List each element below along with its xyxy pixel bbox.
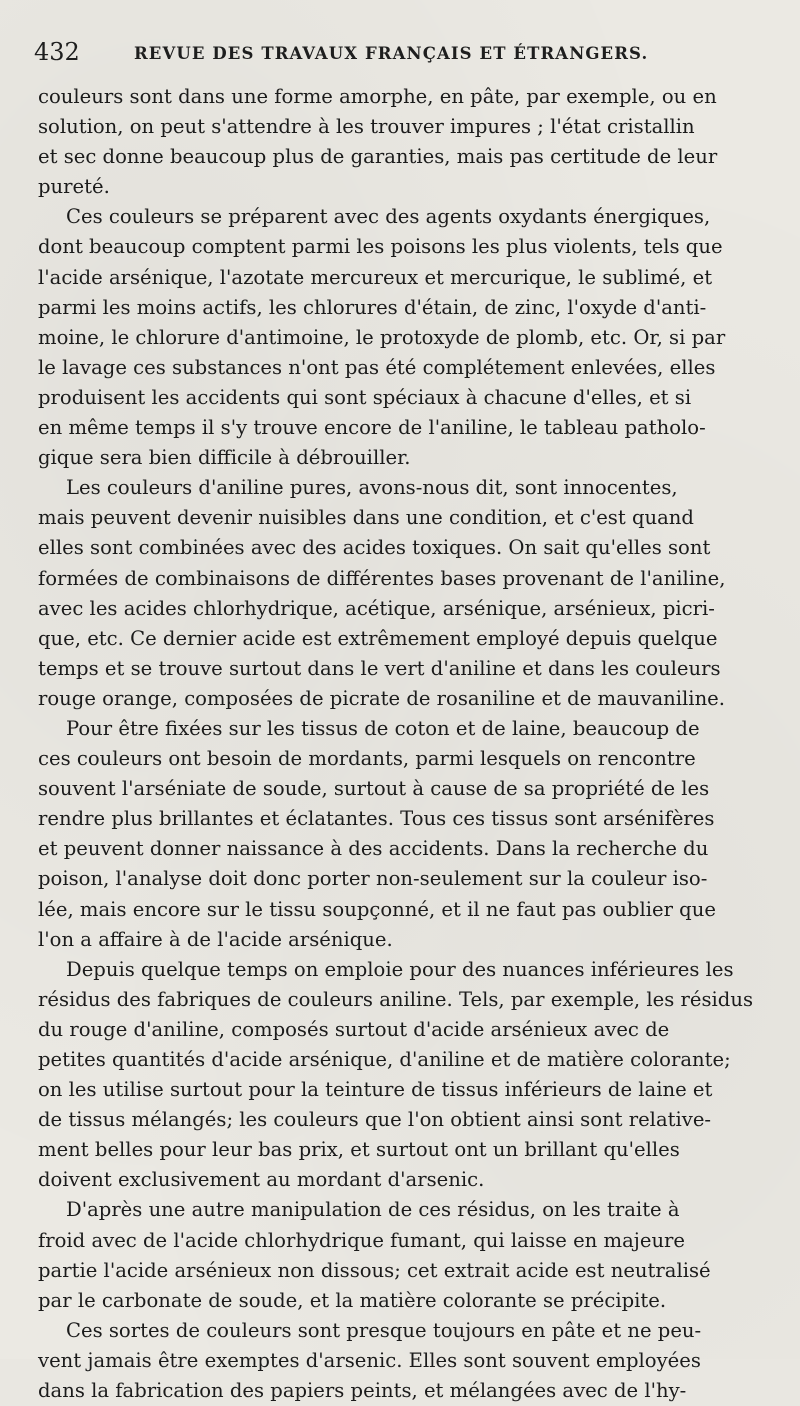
- text-line: du rouge d'aniline, composés surtout d'acide arsénieux avec de: [38, 1017, 670, 1041]
- text-line: pureté.: [38, 175, 110, 199]
- paragraph: [38, 202, 760, 473]
- text-line: avec les acides chlorhydrique, acétique, arsénique, arsénieux, picri-: [38, 596, 715, 620]
- text-line: Ces couleurs se préparent avec des agents oxydants énergiques,: [66, 205, 711, 229]
- text-line: doivent exclusivement au mordant d'arsenic.: [38, 1168, 485, 1192]
- text-line: Depuis quelque temps on emploie pour des nuances inférieures les: [66, 957, 734, 981]
- text-line: ment belles pour leur bas prix, et surtout ont un brillant qu'elles: [38, 1138, 680, 1162]
- text-line: couleurs sont dans une forme amorphe, en pâte, par exemple, ou en: [38, 85, 717, 108]
- text-line: lée, mais encore sur le tissu soupçonné, et il ne faut pas oublier que: [38, 897, 716, 921]
- text-line: rouge orange, composées de picrate de rosaniline et de mauvaniline.: [38, 686, 726, 710]
- text-line: mais peuvent devenir nuisibles dans une condition, et c'est quand: [38, 506, 694, 530]
- text-line: moine, le chlorure d'antimoine, le protoxyde de plomb, etc. Or, si par: [38, 325, 726, 349]
- paragraph: [38, 473, 760, 714]
- paragraph: [38, 955, 760, 1196]
- text-line: l'on a affaire à de l'acide arsénique.: [38, 927, 393, 951]
- text-line: solution, on peut s'attendre à les trouver impures ; l'état cristallin: [38, 115, 695, 139]
- text-line: résidus des fabriques de couleurs aniline. Tels, par exemple, les résidus: [38, 987, 754, 1011]
- text-line: petites quantités d'acide arsénique, d'aniline et de matière colorante;: [38, 1048, 731, 1071]
- paragraph: [38, 82, 760, 202]
- text-line: on les utilise surtout pour la teinture de tissus inférieurs de laine et: [38, 1078, 713, 1102]
- text-line: dont beaucoup comptent parmi les poisons les plus violents, tels que: [38, 235, 723, 259]
- text-line: Pour être fixées sur les tissus de coton et de laine, beaucoup de: [66, 716, 700, 740]
- text-line: en même temps il s'y trouve encore de l'aniline, le tableau patholo-: [38, 416, 706, 440]
- body-text: [38, 82, 760, 1406]
- text-line: ces couleurs ont besoin de mordants, parmi lesquels on rencontre: [38, 747, 696, 771]
- text-line: poison, l'analyse doit donc porter non-seulement sur la couleur iso-: [38, 867, 708, 891]
- text-line: l'acide arsénique, l'azotate mercureux et mercurique, le sublimé, et: [38, 265, 713, 289]
- text-line: produisent les accidents qui sont spéciaux à chacune d'elles, et si: [38, 385, 692, 409]
- text-line: dans la fabrication des papiers peints, et mélangées avec de l'hy-: [38, 1379, 687, 1403]
- paragraph: [38, 1195, 760, 1315]
- text-line: froid avec de l'acide chlorhydrique fumant, qui laisse en majeure: [38, 1228, 686, 1252]
- text-line: elles sont combinées avec des acides toxiques. On sait qu'elles sont: [38, 536, 711, 560]
- paragraph: [38, 714, 760, 955]
- text-line: par le carbonate de soude, et la matière colorante se précipite.: [38, 1288, 667, 1312]
- text-line: parmi les moins actifs, les chlorures d'étain, de zinc, l'oxyde d'anti-: [38, 295, 707, 319]
- text-line: Ces sortes de couleurs sont presque toujours en pâte et ne peu-: [66, 1318, 702, 1342]
- page-number: 432: [34, 38, 80, 66]
- running-head: REVUE DES TRAVAUX FRANÇAIS ET ÉTRANGERS.: [134, 44, 649, 63]
- text-line: temps et se trouve surtout dans le vert d'aniline et dans les couleurs: [38, 656, 721, 680]
- text-line: vent jamais être exemptes d'arsenic. Elles sont souvent employées: [38, 1348, 701, 1372]
- text-line: souvent l'arséniate de soude, surtout à cause de sa propriété de les: [38, 777, 710, 801]
- text-line: Les couleurs d'aniline pures, avons-nous dit, sont innocentes,: [66, 476, 678, 500]
- text-line: de tissus mélangés; les couleurs que l'on obtient ainsi sont relative-: [38, 1108, 712, 1132]
- text-line: et peuvent donner naissance à des accidents. Dans la recherche du: [38, 837, 709, 861]
- paragraph: [38, 1316, 760, 1406]
- text-line: rendre plus brillantes et éclatantes. Tous ces tissus sont arsénifères: [38, 807, 715, 831]
- text-line: le lavage ces substances n'ont pas été complétement enlevées, elles: [38, 355, 716, 379]
- text-line: gique sera bien difficile à débrouiller.: [38, 446, 411, 470]
- text-line: que, etc. Ce dernier acide est extrêmement employé depuis quelque: [38, 626, 718, 650]
- text-line: D'après une autre manipulation de ces résidus, on les traite à: [66, 1198, 680, 1222]
- text-line: formées de combinaisons de différentes bases provenant de l'aniline,: [38, 566, 726, 590]
- text-line: partie l'acide arsénieux non dissous; cet extrait acide est neutralisé: [38, 1258, 711, 1282]
- text-line: et sec donne beaucoup plus de garanties, mais pas certitude de leur: [38, 145, 718, 169]
- page-header: [34, 38, 774, 70]
